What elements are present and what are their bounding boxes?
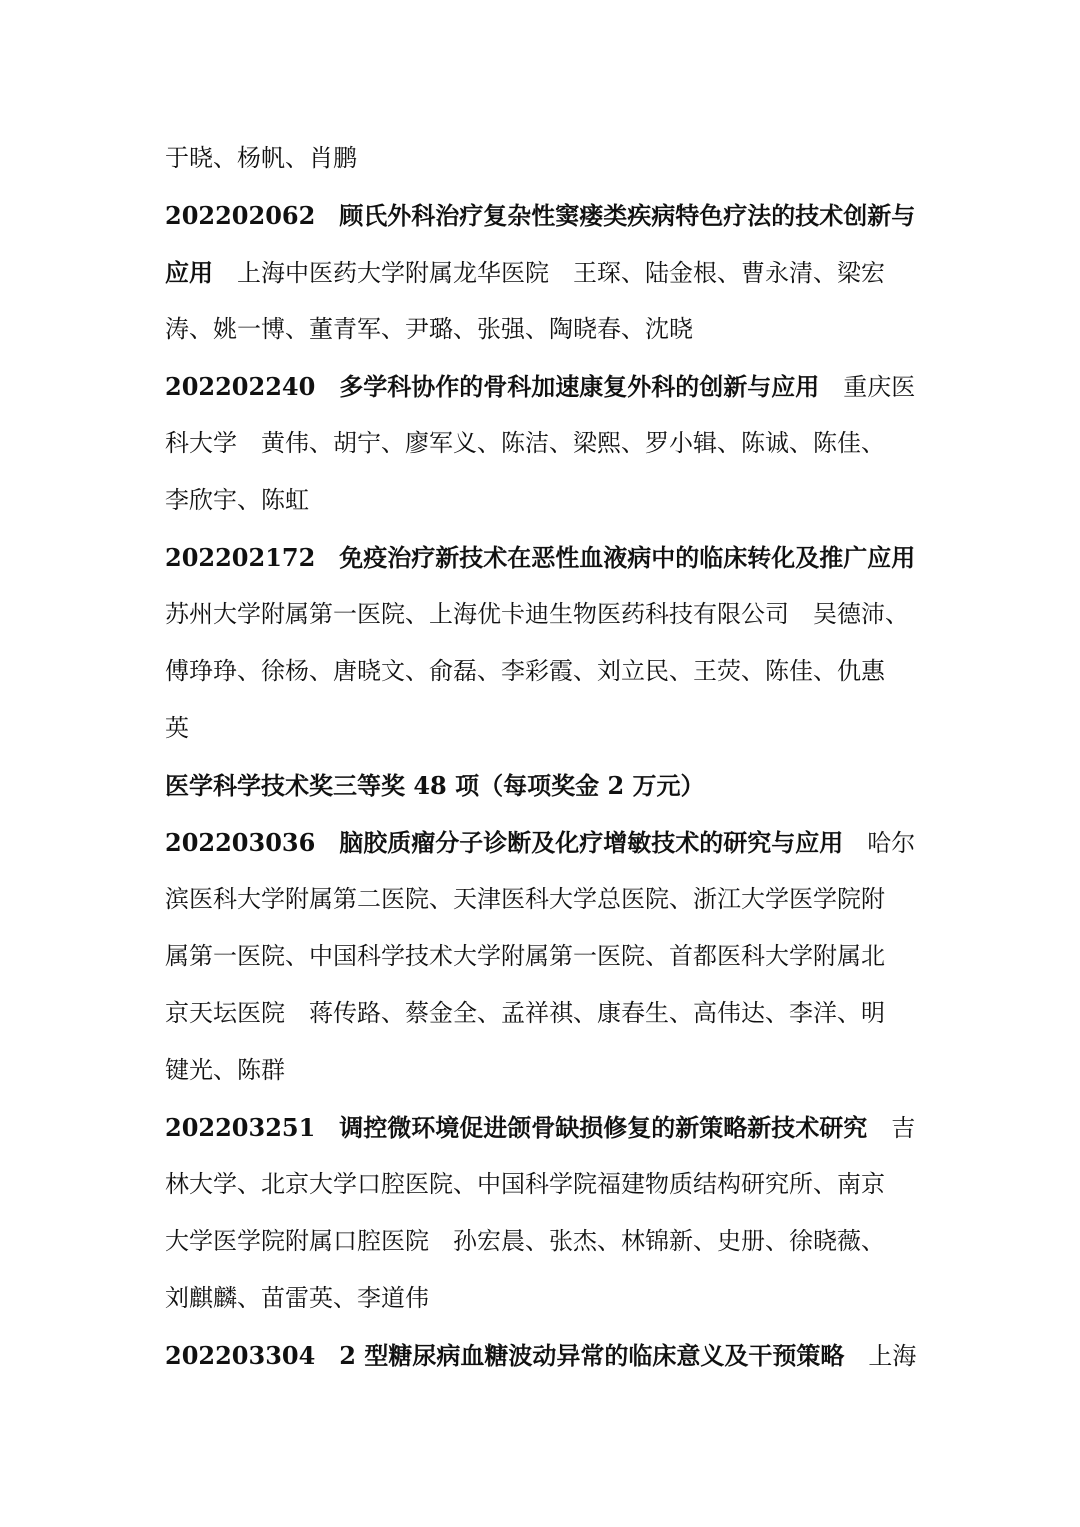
text-line bbox=[165, 1156, 925, 1213]
bold-text-segment: 202202172 bbox=[165, 543, 316, 572]
text-segment: 上海中医药大学附属龙华医院 bbox=[237, 259, 549, 287]
text-segment: 李欣宇、陈虹 bbox=[165, 486, 309, 514]
bold-text-segment: 202203251 bbox=[165, 1113, 316, 1142]
bold-text-segment: 2 型糖尿病血糖波动异常的临床意义及干预策略 bbox=[339, 1341, 845, 1370]
bold-text-segment: 顾氏外科治疗复杂性窦瘘类疾病特色疗法的技术创新与 bbox=[339, 201, 916, 230]
bold-text-segment: 202202062 bbox=[165, 201, 316, 230]
text-segment: 属第一医院、中国科学技术大学附属第一医院、首都医科大学附属北 bbox=[165, 942, 885, 970]
document-page bbox=[165, 130, 925, 1384]
text-line bbox=[165, 472, 925, 529]
text-segment: 滨医科大学附属第二医院、天津医科大学总医院、浙江大学医学院附 bbox=[165, 885, 885, 913]
text-line bbox=[165, 1270, 925, 1327]
text-line bbox=[165, 358, 925, 415]
text-line bbox=[165, 187, 925, 244]
text-line bbox=[165, 244, 925, 301]
text-segment: 重庆医 bbox=[843, 373, 916, 401]
bold-text-segment: 应用 bbox=[165, 258, 213, 287]
text-segment: 傅琤琤、徐杨、唐晓文、俞磊、李彩霞、刘立民、王荧、陈佳、仇惠 bbox=[165, 657, 885, 685]
text-segment: 键光、陈群 bbox=[165, 1056, 285, 1084]
text-line bbox=[165, 757, 925, 814]
text-segment: 科大学 bbox=[165, 429, 237, 457]
text-line bbox=[165, 1327, 925, 1384]
text-line bbox=[165, 1099, 925, 1156]
bold-text-segment: 202202240 bbox=[165, 372, 316, 401]
text-segment: 涛、姚一博、董青军、尹璐、张强、陶晓春、沈晓 bbox=[165, 315, 693, 343]
text-line bbox=[165, 643, 925, 700]
bold-text-segment: 脑胶质瘤分子诊断及化疗增敏技术的研究与应用 bbox=[339, 828, 844, 857]
text-line bbox=[165, 814, 925, 871]
bold-text-segment: 免疫治疗新技术在恶性血液病中的临床转化及推广应用 bbox=[339, 543, 916, 572]
text-line bbox=[165, 301, 925, 358]
text-segment: 京天坛医院 bbox=[165, 999, 285, 1027]
text-segment: 吴德沛、 bbox=[813, 600, 909, 628]
text-segment: 英 bbox=[165, 714, 189, 742]
text-segment: 吉 bbox=[891, 1114, 916, 1142]
text-segment: 哈尔 bbox=[867, 829, 916, 857]
text-segment: 黄伟、胡宁、廖军义、陈洁、梁熙、罗小辑、陈诚、陈佳、 bbox=[261, 429, 885, 457]
text-line bbox=[165, 871, 925, 928]
text-line bbox=[165, 1213, 925, 1270]
text-line bbox=[165, 130, 925, 187]
text-segment: 蒋传路、蔡金全、孟祥祺、康春生、高伟达、李洋、明 bbox=[309, 999, 885, 1027]
text-line bbox=[165, 700, 925, 757]
text-segment: 林大学、北京大学口腔医院、中国科学院福建物质结构研究所、南京 bbox=[165, 1170, 885, 1198]
text-segment: 苏州大学附属第一医院、上海优卡迪生物医药科技有限公司 bbox=[165, 600, 789, 628]
bold-text-segment: 202203036 bbox=[165, 828, 316, 857]
bold-text-segment: 医学科学技术奖三等奖 48 项（每项奖金 2 万元） bbox=[165, 771, 705, 800]
text-segment: 于晓、杨帆、肖鹏 bbox=[165, 144, 357, 172]
bold-text-segment: 调控微环境促进颌骨缺损修复的新策略新技术研究 bbox=[339, 1113, 868, 1142]
bold-text-segment: 多学科协作的骨科加速康复外科的创新与应用 bbox=[339, 372, 820, 401]
text-segment: 王琛、陆金根、曹永清、梁宏 bbox=[573, 259, 885, 287]
text-segment: 大学医学院附属口腔医院 bbox=[165, 1227, 429, 1255]
text-segment: 上海 bbox=[868, 1342, 917, 1370]
text-line bbox=[165, 985, 925, 1042]
text-line bbox=[165, 415, 925, 472]
text-line bbox=[165, 586, 925, 643]
text-line bbox=[165, 529, 925, 586]
text-line bbox=[165, 928, 925, 985]
text-segment: 刘麒麟、苗雷英、李道伟 bbox=[165, 1284, 429, 1312]
text-line bbox=[165, 1042, 925, 1099]
text-segment: 孙宏晨、张杰、林锦新、史册、徐晓薇、 bbox=[453, 1227, 885, 1255]
bold-text-segment: 202203304 bbox=[165, 1341, 316, 1370]
